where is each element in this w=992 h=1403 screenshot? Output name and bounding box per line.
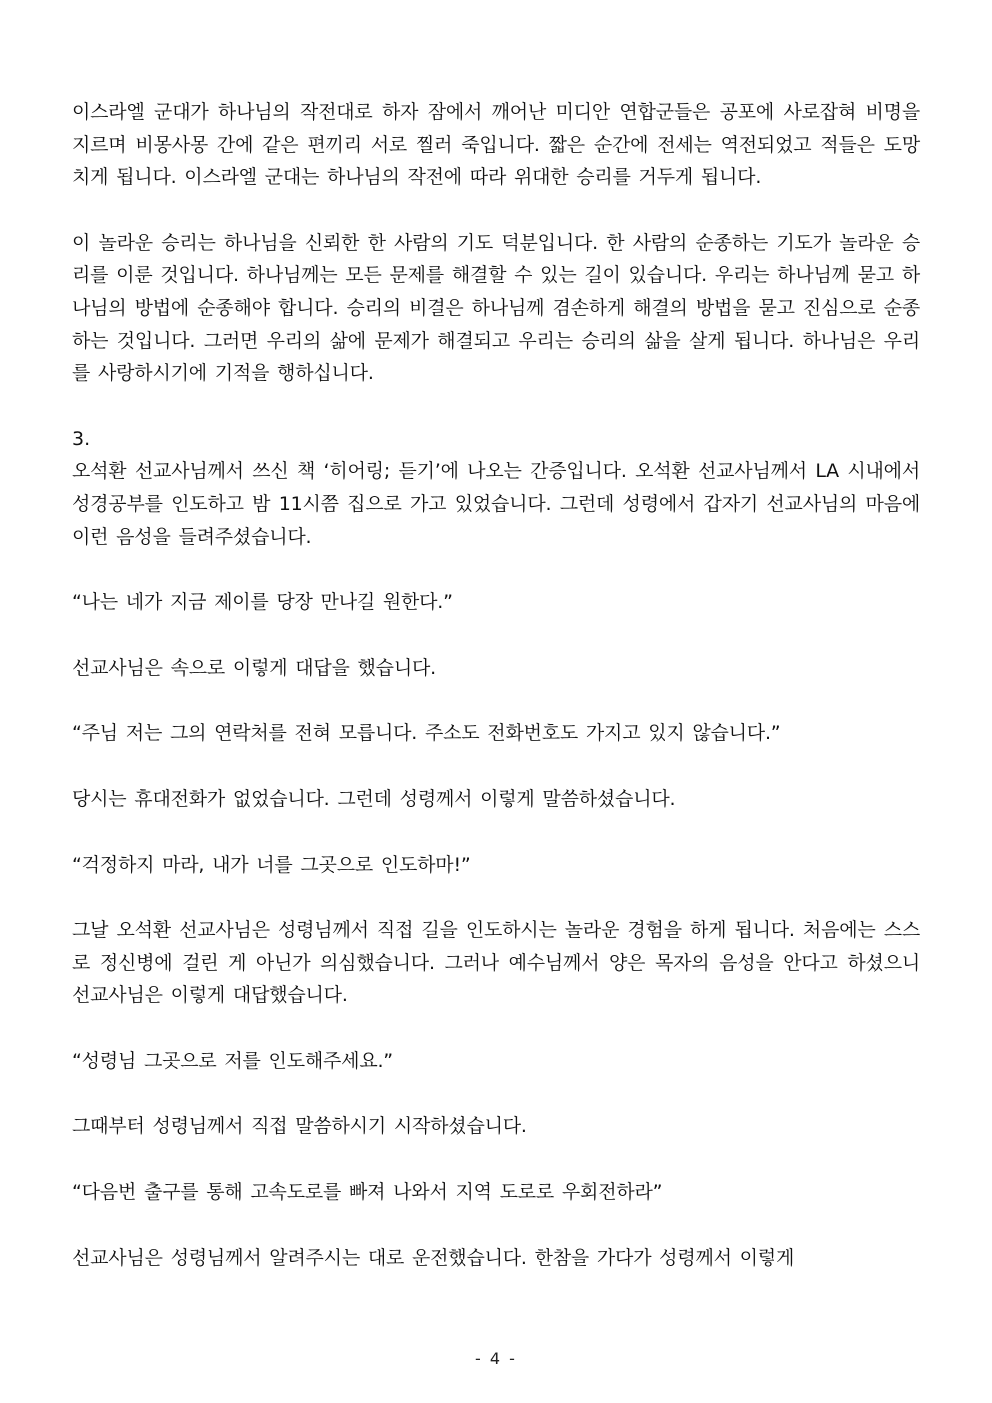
paragraph-1: 이스라엘 군대가 하나님의 작전대로 하자 잠에서 깨어난 미디안 연합군들은 공포에 사로잡혀 비명을 지르며 비몽사몽 간에 같은 편끼리 서로 찔러 죽입니다. 짧은 순간에 전세는 역전되었고 적들은 도망치게 됩니다. 이스라엘 군대는 하나님의 작전에 따라 위대한 승리를 거두게 됩니다.: [72, 101, 920, 189]
paragraph-2: 이 놀라운 승리는 하나님을 신뢰한 한 사람의 기도 덕분입니다. 한 사람의 순종하는 기도가 놀라운 승리를 이룬 것입니다. 하나님께는 모든 문제를 해결할 수 있는 길이 있습니다. 우리는 하나님께 묻고 하나님의 방법에 순종해야 합니다. 승리의 비결은 하나님께 겸손하게 해결의 방법을 묻고 진심으로 순종하는 것입니다. 그러면 우리의 삶에 문제가 해결되고 우리는 승리의 삶을 살게 됩니다. 하나님은 우리를 사랑하시기에 기적을 행하십니다.: [72, 231, 920, 385]
paragraph-7: 그때부터 성령님께서 직접 말씀하시기 시작하셨습니다.: [72, 1115, 527, 1138]
quote-1: “나는 네가 지금 제이를 당장 만나길 원한다.”: [72, 591, 453, 614]
page-number: - 4 -: [475, 1349, 517, 1368]
quote-2: “주님 저는 그의 연락처를 전혀 모릅니다. 주소도 전화번호도 가지고 있지 않습니다.”: [72, 722, 781, 745]
quote-4: “성령님 그곳으로 저를 인도해주세요.”: [72, 1049, 393, 1072]
document-body: [72, 96, 920, 1274]
paragraph-6: 그날 오석환 선교사님은 성령님께서 직접 길을 인도하시는 놀라운 경험을 하게 됩니다. 처음에는 스스로 정신병에 걸린 게 아닌가 의심했습니다. 그러나 예수님께서 양은 목자의 음성을 안다고 하셨으니 선교사님은 이렇게 대답했습니다.: [72, 919, 920, 1007]
quote-3: “걱정하지 마라, 내가 너를 그곳으로 인도하마!”: [72, 853, 471, 876]
paragraph-8: 선교사님은 성령님께서 알려주시는 대로 운전했습니다. 한참을 가다가 성령께서 이렇게: [72, 1246, 795, 1269]
paragraph-5: 당시는 휴대전화가 없었습니다. 그런데 성령께서 이렇게 말씀하셨습니다.: [72, 787, 676, 810]
paragraph-4: 선교사님은 속으로 이렇게 대답을 했습니다.: [72, 656, 436, 679]
section-number: 3.: [72, 427, 91, 450]
paragraph-3: 오석환 선교사님께서 쓰신 책 ‘히어링; 듣기’에 나오는 간증입니다. 오석환 선교사님께서 LA 시내에서 성경공부를 인도하고 밤 11시쯤 집으로 가고 있었습니다. 그런데 성령에서 갑자기 선교사님의 마음에 이런 음성을 들려주셨습니다.: [72, 460, 920, 548]
quote-5: “다음번 출구를 통해 고속도로를 빠져 나와서 지역 도로로 우회전하라”: [72, 1181, 663, 1204]
